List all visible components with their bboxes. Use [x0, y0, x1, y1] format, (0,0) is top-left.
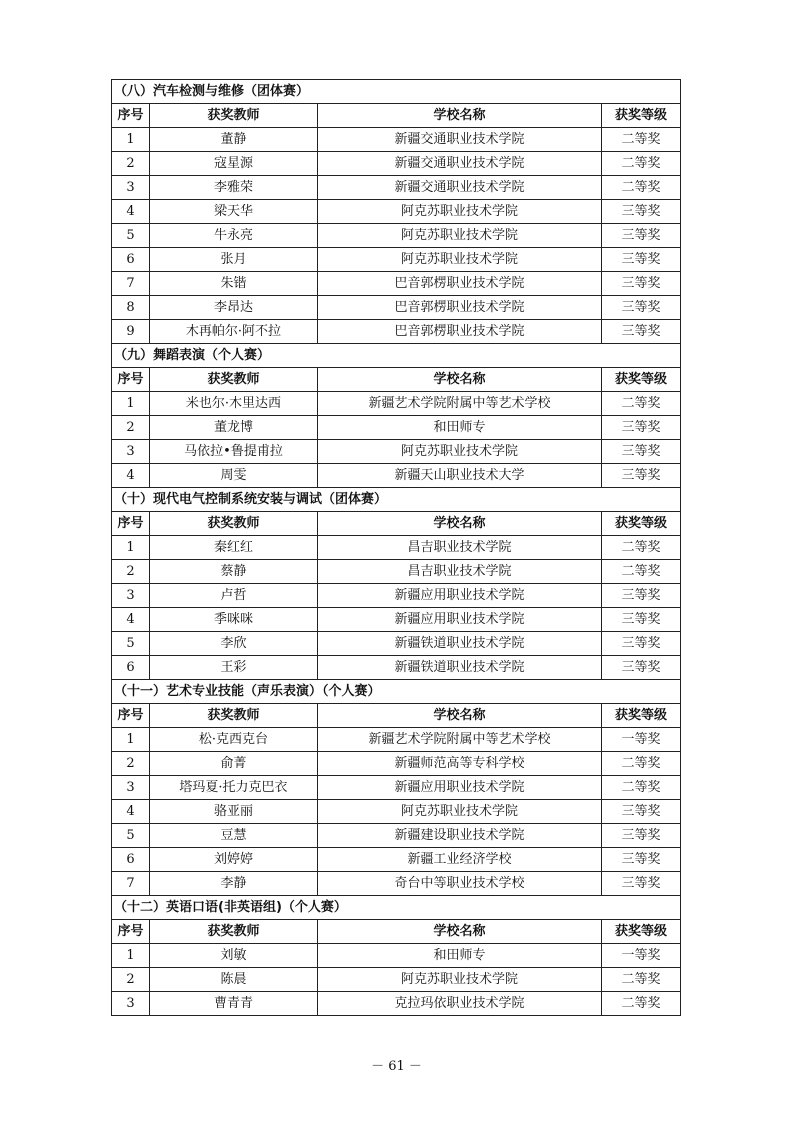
award-level: 三等奖	[602, 296, 681, 320]
award-level: 二等奖	[602, 752, 681, 776]
row-number: 3	[112, 176, 150, 200]
table-row	[112, 248, 681, 272]
row-number: 6	[112, 656, 150, 680]
row-number: 4	[112, 608, 150, 632]
table-row	[112, 800, 681, 824]
table-row	[112, 752, 681, 776]
award-level: 三等奖	[602, 608, 681, 632]
school-name: 新疆交通职业技术学院	[318, 176, 602, 200]
award-level: 三等奖	[602, 440, 681, 464]
header-award: 获奖等级	[602, 368, 681, 392]
school-name: 新疆建设职业技术学院	[318, 824, 602, 848]
award-level: 二等奖	[602, 128, 681, 152]
award-level: 三等奖	[602, 416, 681, 440]
page-number: － 61 －	[371, 1059, 422, 1074]
teacher-name: 秦红红	[150, 536, 318, 560]
award-table-body	[112, 80, 681, 1016]
award-level: 三等奖	[602, 224, 681, 248]
header-row	[112, 512, 681, 536]
header-no: 序号	[112, 104, 150, 128]
table-row	[112, 824, 681, 848]
row-number: 6	[112, 848, 150, 872]
award-level: 三等奖	[602, 584, 681, 608]
teacher-name: 董静	[150, 128, 318, 152]
section-title-row	[112, 80, 681, 104]
award-table	[111, 79, 681, 1016]
teacher-name: 朱锴	[150, 272, 318, 296]
teacher-name: 马依拉•鲁提甫拉	[150, 440, 318, 464]
section-title-row	[112, 680, 681, 704]
header-teacher: 获奖教师	[150, 512, 318, 536]
row-number: 1	[112, 392, 150, 416]
school-name: 巴音郭楞职业技术学院	[318, 296, 602, 320]
row-number: 2	[112, 152, 150, 176]
table-row	[112, 944, 681, 968]
school-name: 巴音郭楞职业技术学院	[318, 320, 602, 344]
teacher-name: 王彩	[150, 656, 318, 680]
teacher-name: 周雯	[150, 464, 318, 488]
school-name: 新疆铁道职业技术学院	[318, 632, 602, 656]
award-level: 二等奖	[602, 536, 681, 560]
row-number: 3	[112, 992, 150, 1016]
row-number: 2	[112, 752, 150, 776]
row-number: 9	[112, 320, 150, 344]
school-name: 和田师专	[318, 416, 602, 440]
table-row	[112, 848, 681, 872]
teacher-name: 季咪咪	[150, 608, 318, 632]
row-number: 1	[112, 128, 150, 152]
teacher-name: 刘婷婷	[150, 848, 318, 872]
header-teacher: 获奖教师	[150, 104, 318, 128]
header-teacher: 获奖教师	[150, 368, 318, 392]
school-name: 新疆交通职业技术学院	[318, 152, 602, 176]
row-number: 6	[112, 248, 150, 272]
row-number: 7	[112, 272, 150, 296]
teacher-name: 卢哲	[150, 584, 318, 608]
teacher-name: 刘敏	[150, 944, 318, 968]
section-title: （九）舞蹈表演（个人赛）	[112, 344, 681, 368]
school-name: 阿克苏职业技术学院	[318, 224, 602, 248]
header-award: 获奖等级	[602, 104, 681, 128]
table-row	[112, 272, 681, 296]
section-title-row	[112, 488, 681, 512]
table-row	[112, 584, 681, 608]
award-level: 三等奖	[602, 632, 681, 656]
teacher-name: 梁天华	[150, 200, 318, 224]
school-name: 阿克苏职业技术学院	[318, 440, 602, 464]
row-number: 3	[112, 584, 150, 608]
table-row	[112, 464, 681, 488]
school-name: 奇台中等职业技术学校	[318, 872, 602, 896]
teacher-name: 牛永亮	[150, 224, 318, 248]
table-row	[112, 416, 681, 440]
teacher-name: 蔡静	[150, 560, 318, 584]
school-name: 新疆交通职业技术学院	[318, 128, 602, 152]
award-level: 二等奖	[602, 776, 681, 800]
school-name: 新疆艺术学院附属中等艺术学校	[318, 728, 602, 752]
header-row	[112, 368, 681, 392]
award-level: 二等奖	[602, 992, 681, 1016]
teacher-name: 骆亚丽	[150, 800, 318, 824]
teacher-name: 张月	[150, 248, 318, 272]
award-level: 三等奖	[602, 200, 681, 224]
header-award: 获奖等级	[602, 512, 681, 536]
row-number: 2	[112, 968, 150, 992]
award-level: 一等奖	[602, 944, 681, 968]
teacher-name: 松·克西克台	[150, 728, 318, 752]
header-school: 学校名称	[318, 704, 602, 728]
table-row	[112, 296, 681, 320]
header-no: 序号	[112, 704, 150, 728]
header-no: 序号	[112, 368, 150, 392]
header-school: 学校名称	[318, 104, 602, 128]
header-award: 获奖等级	[602, 920, 681, 944]
teacher-name: 李静	[150, 872, 318, 896]
teacher-name: 寇星源	[150, 152, 318, 176]
section-title: （十二）英语口语(非英语组)（个人赛）	[112, 896, 681, 920]
header-row	[112, 104, 681, 128]
table-row	[112, 152, 681, 176]
award-level: 二等奖	[602, 152, 681, 176]
header-no: 序号	[112, 512, 150, 536]
teacher-name: 俞菁	[150, 752, 318, 776]
award-level: 三等奖	[602, 656, 681, 680]
table-row	[112, 992, 681, 1016]
header-school: 学校名称	[318, 368, 602, 392]
teacher-name: 董龙博	[150, 416, 318, 440]
school-name: 和田师专	[318, 944, 602, 968]
award-level: 三等奖	[602, 872, 681, 896]
row-number: 2	[112, 560, 150, 584]
teacher-name: 米也尔·木里达西	[150, 392, 318, 416]
school-name: 新疆应用职业技术学院	[318, 776, 602, 800]
section-title-row	[112, 896, 681, 920]
row-number: 5	[112, 824, 150, 848]
school-name: 昌吉职业技术学院	[318, 536, 602, 560]
row-number: 8	[112, 296, 150, 320]
header-school: 学校名称	[318, 920, 602, 944]
row-number: 4	[112, 800, 150, 824]
table-row	[112, 128, 681, 152]
table-row	[112, 200, 681, 224]
section-title: （十）现代电气控制系统安装与调试（团体赛）	[112, 488, 681, 512]
header-teacher: 获奖教师	[150, 704, 318, 728]
header-teacher: 获奖教师	[150, 920, 318, 944]
school-name: 新疆师范高等专科学校	[318, 752, 602, 776]
header-row	[112, 920, 681, 944]
row-number: 4	[112, 200, 150, 224]
award-level: 三等奖	[602, 320, 681, 344]
teacher-name: 陈晨	[150, 968, 318, 992]
school-name: 阿克苏职业技术学院	[318, 968, 602, 992]
award-document	[111, 79, 680, 1016]
teacher-name: 李昂达	[150, 296, 318, 320]
teacher-name: 曹青青	[150, 992, 318, 1016]
header-row	[112, 704, 681, 728]
section-title-row	[112, 344, 681, 368]
table-row	[112, 176, 681, 200]
row-number: 4	[112, 464, 150, 488]
school-name: 新疆应用职业技术学院	[318, 608, 602, 632]
header-school: 学校名称	[318, 512, 602, 536]
row-number: 7	[112, 872, 150, 896]
teacher-name: 塔玛夏·托力克巴衣	[150, 776, 318, 800]
award-level: 三等奖	[602, 464, 681, 488]
table-row	[112, 320, 681, 344]
table-row	[112, 560, 681, 584]
school-name: 克拉玛依职业技术学院	[318, 992, 602, 1016]
table-row	[112, 608, 681, 632]
teacher-name: 豆慧	[150, 824, 318, 848]
row-number: 2	[112, 416, 150, 440]
teacher-name: 木再帕尔·阿不拉	[150, 320, 318, 344]
header-no: 序号	[112, 920, 150, 944]
award-level: 一等奖	[602, 728, 681, 752]
award-level: 三等奖	[602, 272, 681, 296]
row-number: 1	[112, 536, 150, 560]
table-row	[112, 392, 681, 416]
award-level: 二等奖	[602, 968, 681, 992]
award-level: 三等奖	[602, 248, 681, 272]
school-name: 阿克苏职业技术学院	[318, 800, 602, 824]
school-name: 新疆应用职业技术学院	[318, 584, 602, 608]
school-name: 阿克苏职业技术学院	[318, 200, 602, 224]
award-level: 三等奖	[602, 824, 681, 848]
table-row	[112, 536, 681, 560]
table-row	[112, 224, 681, 248]
school-name: 新疆工业经济学校	[318, 848, 602, 872]
school-name: 巴音郭楞职业技术学院	[318, 272, 602, 296]
row-number: 3	[112, 440, 150, 464]
row-number: 1	[112, 728, 150, 752]
row-number: 3	[112, 776, 150, 800]
award-level: 三等奖	[602, 848, 681, 872]
row-number: 1	[112, 944, 150, 968]
school-name: 阿克苏职业技术学院	[318, 248, 602, 272]
award-level: 三等奖	[602, 800, 681, 824]
teacher-name: 李欣	[150, 632, 318, 656]
award-level: 二等奖	[602, 392, 681, 416]
table-row	[112, 872, 681, 896]
award-level: 二等奖	[602, 176, 681, 200]
school-name: 昌吉职业技术学院	[318, 560, 602, 584]
school-name: 新疆铁道职业技术学院	[318, 656, 602, 680]
table-row	[112, 776, 681, 800]
table-row	[112, 440, 681, 464]
table-row	[112, 728, 681, 752]
teacher-name: 李雅荣	[150, 176, 318, 200]
table-row	[112, 632, 681, 656]
table-row	[112, 656, 681, 680]
row-number: 5	[112, 224, 150, 248]
school-name: 新疆天山职业技术大学	[318, 464, 602, 488]
table-row	[112, 968, 681, 992]
header-award: 获奖等级	[602, 704, 681, 728]
row-number: 5	[112, 632, 150, 656]
section-title: （十一）艺术专业技能（声乐表演）（个人赛）	[112, 680, 681, 704]
section-title: （八）汽车检测与维修（团体赛）	[112, 80, 681, 104]
school-name: 新疆艺术学院附属中等艺术学校	[318, 392, 602, 416]
award-level: 二等奖	[602, 560, 681, 584]
